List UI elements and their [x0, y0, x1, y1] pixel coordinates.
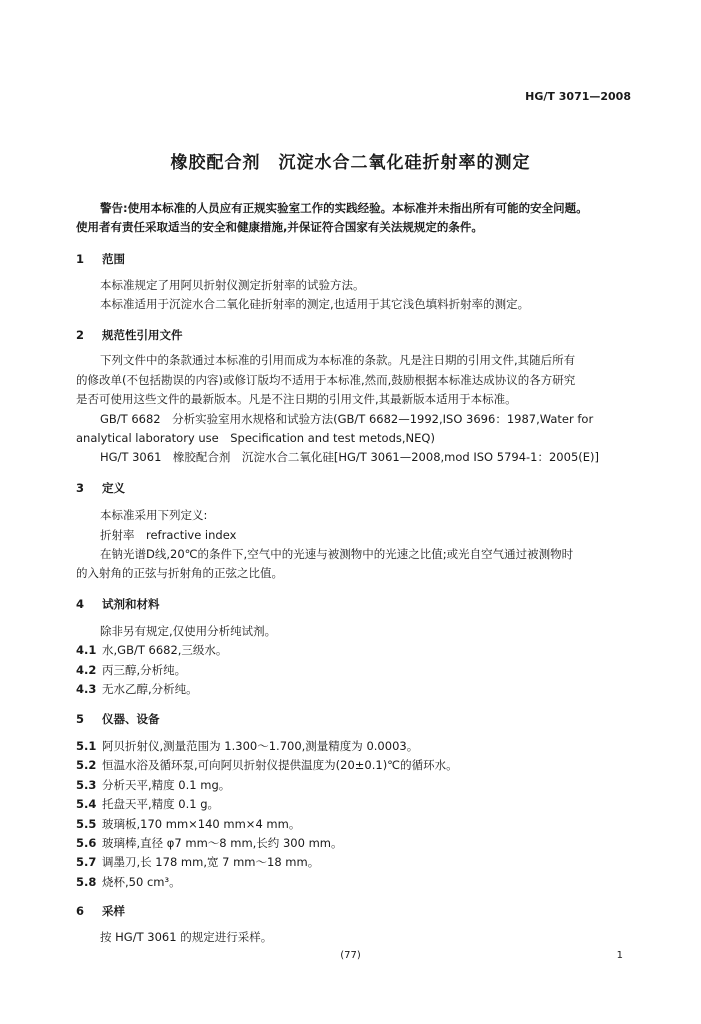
section-number: 6 — [76, 904, 85, 918]
item-number: 5.1 — [76, 739, 97, 753]
section-2-line-1: 下列文件中的条款通过本标准的引用而成为本标准的条款。凡是注日期的引用文件,其随后所有 — [100, 353, 576, 367]
section-2-ref-hgt3061: HG/T 3061 橡胶配合剂 沉淀水合二氧化硅[HG/T 3061—2008,mod ISO 5794-1：2005(E)] — [100, 450, 599, 464]
section-title: 范围 — [102, 252, 125, 266]
section-number: 4 — [76, 597, 85, 611]
section-1-heading — [76, 251, 125, 267]
list-item — [76, 737, 418, 756]
section-title: 定义 — [102, 481, 125, 495]
warning-line-1: 警告:使用本标准的人员应有正规实验室工作的实践经验。本标准并未指出所有可能的安全问题。 — [100, 201, 588, 215]
section-number: 1 — [76, 252, 85, 266]
list-item — [76, 853, 319, 872]
item-number: 4.2 — [76, 663, 97, 677]
section-4-intro: 除非另有规定,仅使用分析纯试剂。 — [100, 624, 277, 638]
list-item — [76, 641, 227, 660]
section-4-heading — [76, 596, 160, 612]
list-item — [76, 661, 186, 680]
section-6-para-1: 按 HG/T 3061 的规定进行采样。 — [100, 930, 273, 944]
section-1-para-1: 本标准规定了用阿贝折射仪测定折射率的试验方法。 — [100, 278, 365, 292]
item-number: 5.8 — [76, 875, 97, 889]
item-text: 丙三醇,分析纯。 — [102, 663, 187, 677]
list-item — [76, 756, 458, 775]
section-title: 采样 — [102, 904, 125, 918]
section-3-heading — [76, 480, 125, 496]
page-mark: (77) — [340, 950, 361, 961]
list-item — [76, 815, 300, 834]
item-number: 4.3 — [76, 682, 97, 696]
list-item — [76, 776, 230, 795]
section-2-ref-gbt6682-cont: analytical laboratory use Specification and test metods,NEQ) — [76, 431, 435, 445]
section-title: 仪器、设备 — [102, 712, 160, 726]
section-title: 试剂和材料 — [102, 597, 160, 611]
section-3-definition-1: 在钠光谱D线,20℃的条件下,空气中的光速与被测物中的光速之比值;或光自空气通过被测物时 — [100, 547, 574, 561]
list-item — [76, 873, 181, 892]
section-3-definition-2: 的入射角的正弦与折射角的正弦之比值。 — [76, 566, 283, 580]
list-item — [76, 680, 198, 699]
section-5-heading — [76, 711, 160, 727]
item-number: 5.4 — [76, 797, 97, 811]
item-text: 烧杯,50 cm³。 — [102, 875, 181, 889]
section-1-para-2: 本标准适用于沉淀水合二氧化硅折射率的测定,也适用于其它浅色填料折射率的测定。 — [100, 297, 530, 311]
section-2-line-2: 的修改单(不包括勘误的内容)或修订版均不适用于本标准,然而,鼓励根据本标准达成协议的各方研究 — [76, 373, 576, 387]
item-text: 恒温水浴及循环泵,可向阿贝折射仪提供温度为(20±0.1)℃的循环水。 — [102, 758, 458, 772]
section-number: 5 — [76, 712, 85, 726]
section-6-heading — [76, 903, 125, 919]
item-number: 5.7 — [76, 855, 97, 869]
section-3-term: 折射率 refractive index — [100, 528, 237, 542]
section-title: 规范性引用文件 — [102, 328, 183, 342]
section-number: 3 — [76, 481, 85, 495]
item-text: 阿贝折射仪,测量范围为 1.300～1.700,测量精度为 0.0003。 — [102, 739, 419, 753]
item-text: 玻璃棒,直径 φ7 mm～8 mm,长约 300 mm。 — [102, 836, 343, 850]
item-text: 玻璃板,170 mm×140 mm×4 mm。 — [102, 817, 301, 831]
item-text: 托盘天平,精度 0.1 g。 — [102, 797, 220, 811]
section-2-ref-gbt6682: GB/T 6682 分析实验室用水规格和试验方法(GB/T 6682—1992,ISO 3696：1987,Water for — [100, 412, 594, 426]
section-3-para-1: 本标准采用下列定义: — [100, 508, 208, 522]
item-text: 分析天平,精度 0.1 mg。 — [102, 778, 231, 792]
warning-line-2: 使用者有责任采取适当的安全和健康措施,并保证符合国家有关法规规定的条件。 — [76, 220, 483, 234]
item-number: 5.2 — [76, 758, 97, 772]
list-item — [76, 834, 342, 853]
section-2-line-3: 是否可使用这些文件的最新版本。凡是不注日期的引用文件,其最新版本适用于本标准。 — [76, 392, 517, 406]
page-number: 1 — [616, 950, 623, 961]
standard-number: HG/T 3071—2008 — [525, 90, 631, 103]
item-text: 无水乙醇,分析纯。 — [102, 682, 198, 696]
item-number: 5.5 — [76, 817, 97, 831]
list-item — [76, 795, 219, 814]
item-number: 5.6 — [76, 836, 97, 850]
document-title: 橡胶配合剂 沉淀水合二氧化硅折射率的测定 — [170, 153, 531, 173]
item-text: 水,GB/T 6682,三级水。 — [102, 643, 228, 657]
item-number: 5.3 — [76, 778, 97, 792]
section-2-heading — [76, 327, 183, 343]
item-text: 调墨刀,长 178 mm,宽 7 mm～18 mm。 — [102, 855, 320, 869]
section-number: 2 — [76, 328, 85, 342]
item-number: 4.1 — [76, 643, 97, 657]
